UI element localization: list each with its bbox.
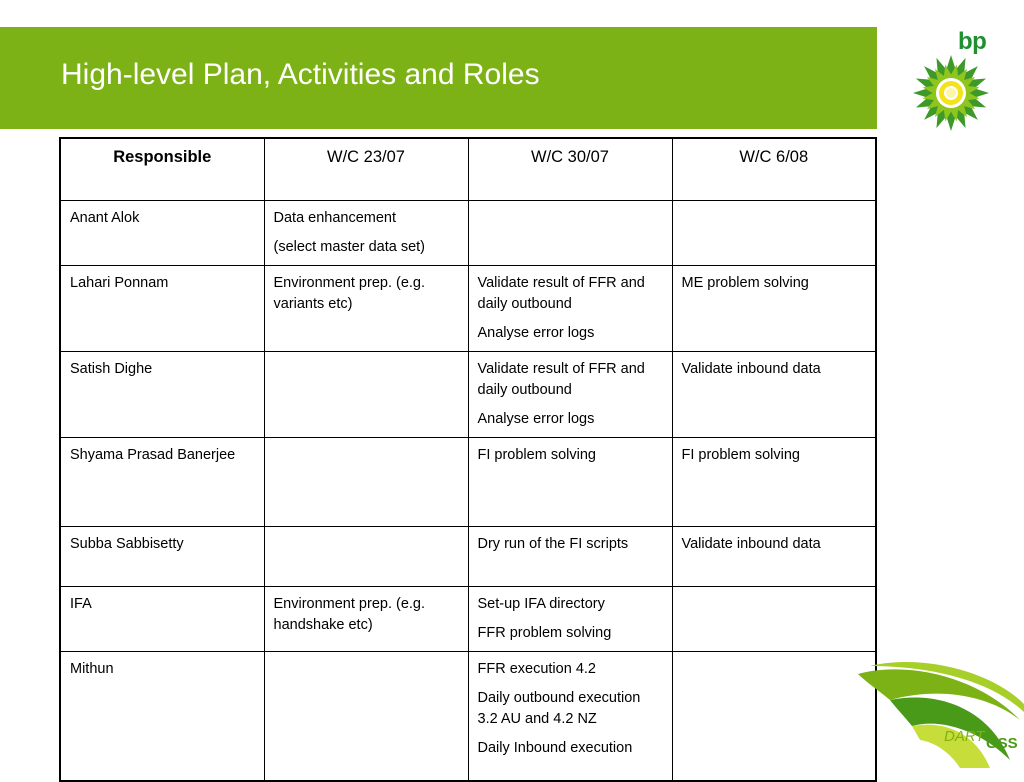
cell-wc-23-07 <box>264 200 468 265</box>
activity-text: Set-up IFA directory <box>477 595 605 612</box>
header-wc-30-07: W/C 30/07 <box>468 138 672 200</box>
slide-title: High-level Plan, Activities and Roles <box>61 58 540 91</box>
cell-responsible: IFA <box>60 586 264 651</box>
cell-wc-23-07 <box>264 526 468 586</box>
table-row <box>60 265 876 351</box>
activity-text: Validate result of FFR and daily outbound <box>477 360 645 398</box>
activity-text: Validate inbound data <box>681 535 821 552</box>
table-row <box>60 437 876 526</box>
cell-wc-30-07 <box>468 437 672 526</box>
activity-text: Environment prep. (e.g. handshake etc) <box>273 595 426 633</box>
activity-text: (select master data set) <box>273 238 425 255</box>
cell-wc-30-07 <box>468 265 672 351</box>
table-row <box>60 586 876 651</box>
cell-wc-6-08 <box>672 437 876 526</box>
cell-responsible: Satish Dighe <box>60 351 264 437</box>
plan-table <box>59 137 877 782</box>
activity-text: FFR problem solving <box>477 624 612 641</box>
activity-text: Data enhancement <box>273 209 397 226</box>
cell-wc-23-07 <box>264 651 468 781</box>
table-row <box>60 526 876 586</box>
cell-wc-6-08 <box>672 265 876 351</box>
cell-wc-6-08 <box>672 200 876 265</box>
cell-wc-30-07 <box>468 526 672 586</box>
table-row <box>60 651 876 781</box>
cell-wc-30-07 <box>468 586 672 651</box>
activity-text: Dry run of the FI scripts <box>477 535 629 552</box>
cell-wc-6-08 <box>672 351 876 437</box>
activity-text: Daily Inbound execution <box>477 739 633 756</box>
dart-wordmark: DART <box>944 728 985 745</box>
cell-wc-23-07 <box>264 586 468 651</box>
bp-wordmark: bp <box>958 28 987 55</box>
cell-responsible: Anant Alok <box>60 200 264 265</box>
cell-wc-30-07 <box>468 200 672 265</box>
activity-text: ME problem solving <box>681 274 809 291</box>
activity-text: FI problem solving <box>477 446 596 463</box>
table-row <box>60 351 876 437</box>
header-wc-23-07: W/C 23/07 <box>264 138 468 200</box>
activity-text: Analyse error logs <box>477 324 595 341</box>
cell-wc-6-08 <box>672 651 876 781</box>
cell-responsible: Lahari Ponnam <box>60 265 264 351</box>
activity-text: Validate result of FFR and daily outbound <box>477 274 645 312</box>
cell-wc-6-08 <box>672 526 876 586</box>
activity-text: Environment prep. (e.g. variants etc) <box>273 274 426 312</box>
header-responsible: Responsible <box>60 138 264 200</box>
cell-responsible: Mithun <box>60 651 264 781</box>
cell-wc-6-08 <box>672 586 876 651</box>
cell-wc-30-07 <box>468 651 672 781</box>
activity-text: Daily outbound execution 3.2 AU and 4.2 NZ <box>477 689 641 727</box>
activity-text: FFR execution 4.2 <box>477 660 596 677</box>
gss-wordmark: GSS <box>986 735 1018 752</box>
cell-wc-23-07 <box>264 351 468 437</box>
helios-sunflower-icon <box>911 53 991 133</box>
activity-text: FI problem solving <box>681 446 800 463</box>
table-header-row <box>60 138 876 200</box>
cell-responsible: Shyama Prasad Banerjee <box>60 437 264 526</box>
cell-wc-23-07 <box>264 265 468 351</box>
activity-text: Analyse error logs <box>477 410 595 427</box>
cell-wc-30-07 <box>468 351 672 437</box>
cell-responsible: Subba Sabbisetty <box>60 526 264 586</box>
table-row <box>60 200 876 265</box>
header-wc-6-08: W/C 6/08 <box>672 138 876 200</box>
activity-text: Validate inbound data <box>681 360 821 377</box>
cell-wc-23-07 <box>264 437 468 526</box>
